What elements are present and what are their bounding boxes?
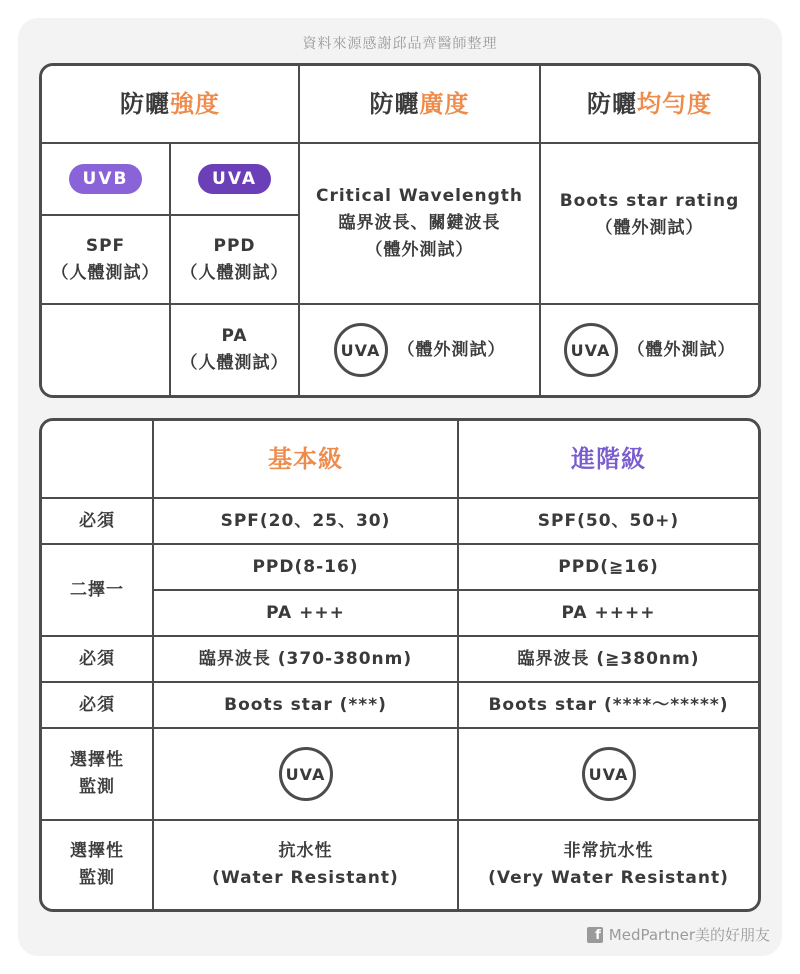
table-cell: PA +++	[153, 590, 458, 636]
facebook-icon: f	[587, 927, 603, 943]
header-breadth: 防曬廣度	[299, 66, 540, 143]
uva-circle-icon: UVA	[564, 323, 618, 377]
row-label: 必須	[42, 498, 153, 544]
table-cell: PA ++++	[458, 590, 758, 636]
table-cell: PPD(≧16)	[458, 544, 758, 590]
table-cell: PPD(8-16)	[153, 544, 458, 590]
uva-invitro-cell: UVA （體外測試）	[299, 304, 540, 395]
uva-circle-icon: UVA	[582, 747, 636, 801]
header-advanced: 進階級	[458, 421, 758, 498]
table-cell	[153, 728, 458, 820]
uvb-badge: UVB	[69, 164, 143, 194]
uva-circle-icon: UVA	[334, 323, 388, 377]
table-cell: SPF(50、50+)	[458, 498, 758, 544]
footer-brand	[587, 924, 770, 945]
boots-star-cell: Boots star rating （體外測試）	[540, 143, 758, 304]
pa-cell: PA （人體測試）	[170, 304, 299, 395]
source-credit: 資料來源感謝邱品齊醫師整理	[302, 36, 498, 52]
brand-name: MedPartner美的好朋友	[608, 926, 770, 944]
ppd-cell: PPD （人體測試）	[170, 215, 299, 304]
spf-cell: SPF （人體測試）	[42, 215, 170, 304]
table-cell: Boots star (***)	[153, 682, 458, 728]
header-strength: 防曬強度	[42, 66, 299, 143]
sunscreen-metrics-table	[39, 63, 761, 398]
critical-wavelength-cell: Critical Wavelength 臨界波長、關鍵波長 （體外測試）	[299, 143, 540, 304]
sunscreen-grade-table	[39, 418, 761, 912]
uva-badge: UVA	[198, 164, 271, 194]
table-cell	[458, 728, 758, 820]
row-label: 必須	[42, 682, 153, 728]
table-cell: Boots star (****～*****)	[458, 682, 758, 728]
corner-cell	[42, 421, 153, 498]
header-uniformity: 防曬均勻度	[540, 66, 758, 143]
table-cell: 抗水性 (Water Resistant)	[153, 820, 458, 909]
table-cell: 臨界波長 (370-380nm)	[153, 636, 458, 682]
row-label: 二擇一	[42, 544, 153, 636]
row-label: 選擇性 監測	[42, 820, 153, 909]
uva-circle-icon: UVA	[279, 747, 333, 801]
uva-invitro-cell-2: UVA （體外測試）	[540, 304, 758, 395]
row-label: 必須	[42, 636, 153, 682]
uva-cell	[170, 143, 299, 215]
table-cell: 非常抗水性 (Very Water Resistant)	[458, 820, 758, 909]
table-cell: SPF(20、25、30)	[153, 498, 458, 544]
empty-cell	[42, 304, 170, 395]
table-cell: 臨界波長 (≧380nm)	[458, 636, 758, 682]
header-basic: 基本級	[153, 421, 458, 498]
row-label: 選擇性 監測	[42, 728, 153, 820]
uvb-cell	[42, 143, 170, 215]
